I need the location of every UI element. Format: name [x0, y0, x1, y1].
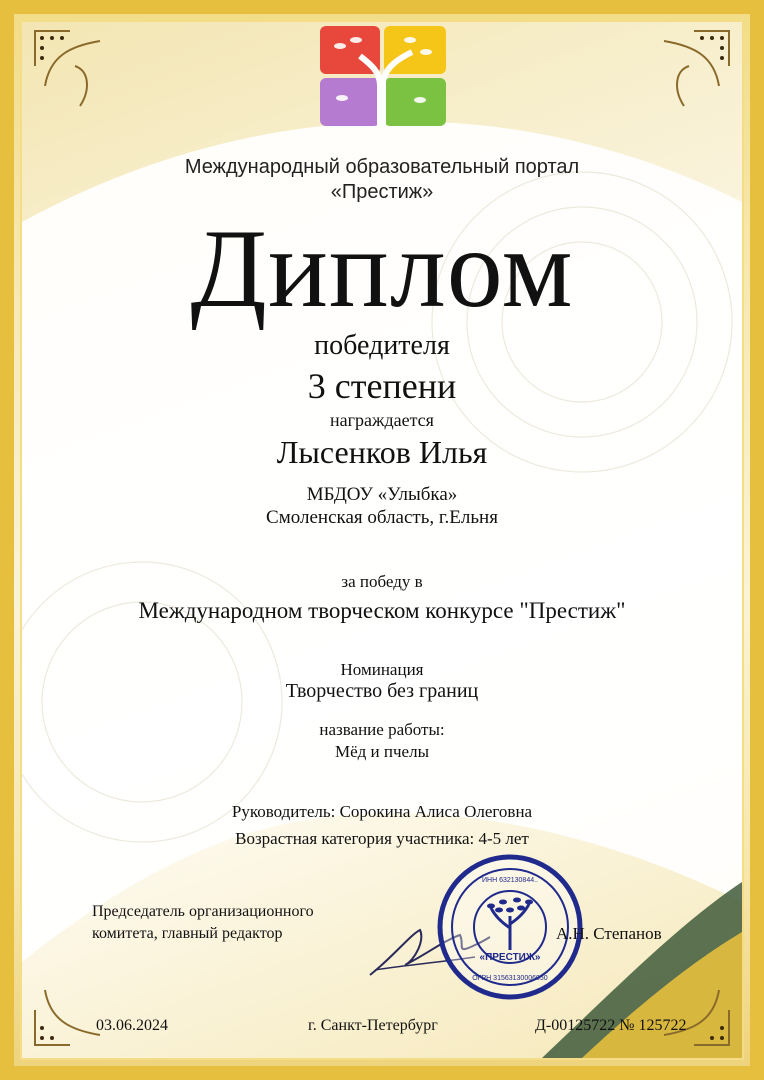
corner-ornament-bottom-left: [30, 950, 130, 1050]
work-label: название работы:: [319, 720, 445, 739]
age-category: Возрастная категория участника: 4-5 лет: [235, 829, 529, 848]
awarded-label: награждается: [330, 410, 434, 430]
contest-name: Международном творческом конкурсе "Престиж": [138, 598, 626, 623]
issue-date: 03.06.2024: [96, 1017, 168, 1034]
diploma-degree: 3 степени: [307, 366, 457, 406]
portal-name-line2: «Престиж»: [330, 181, 434, 203]
for-victory-label: за победу в: [341, 572, 423, 591]
nomination-value: Творчество без границ: [285, 680, 479, 702]
issue-city: г. Санкт-Петербург: [308, 1017, 438, 1034]
stamp-inn-text: ИНН 632130844..: [481, 877, 539, 884]
chair-title-line2: комитета, главный редактор: [92, 925, 283, 942]
portal-name-line1: Международный образовательный портал: [184, 156, 580, 178]
diploma-number: Д-00125722 № 125722: [535, 1017, 687, 1034]
chair-name: А.Н. Степанов: [556, 924, 662, 943]
stamp-ogrn-text: ОГРН 31563130006050: [472, 975, 548, 982]
nomination-label: Номинация: [340, 660, 424, 679]
region: Смоленская область, г.Ельня: [266, 507, 498, 528]
diploma-subtitle: победителя: [314, 330, 450, 361]
stamp-center-text: «ПРЕСТИЖ»: [479, 952, 541, 963]
corner-ornament-top-right: [634, 26, 734, 126]
prestige-logo: [320, 26, 446, 126]
supervisor: Руководитель: Сорокина Алиса Олеговна: [231, 802, 533, 821]
chair-title-line1: Председатель организационного: [92, 903, 314, 920]
institution: МБДОУ «Улыбка»: [306, 484, 458, 505]
corner-ornament-top-left: [30, 26, 130, 126]
corner-ornament-bottom-right: [634, 950, 734, 1050]
work-title: Мёд и пчелы: [334, 742, 429, 761]
recipient-name: Лысенков Илья: [276, 434, 488, 470]
diploma-title: Диплом: [190, 207, 574, 331]
